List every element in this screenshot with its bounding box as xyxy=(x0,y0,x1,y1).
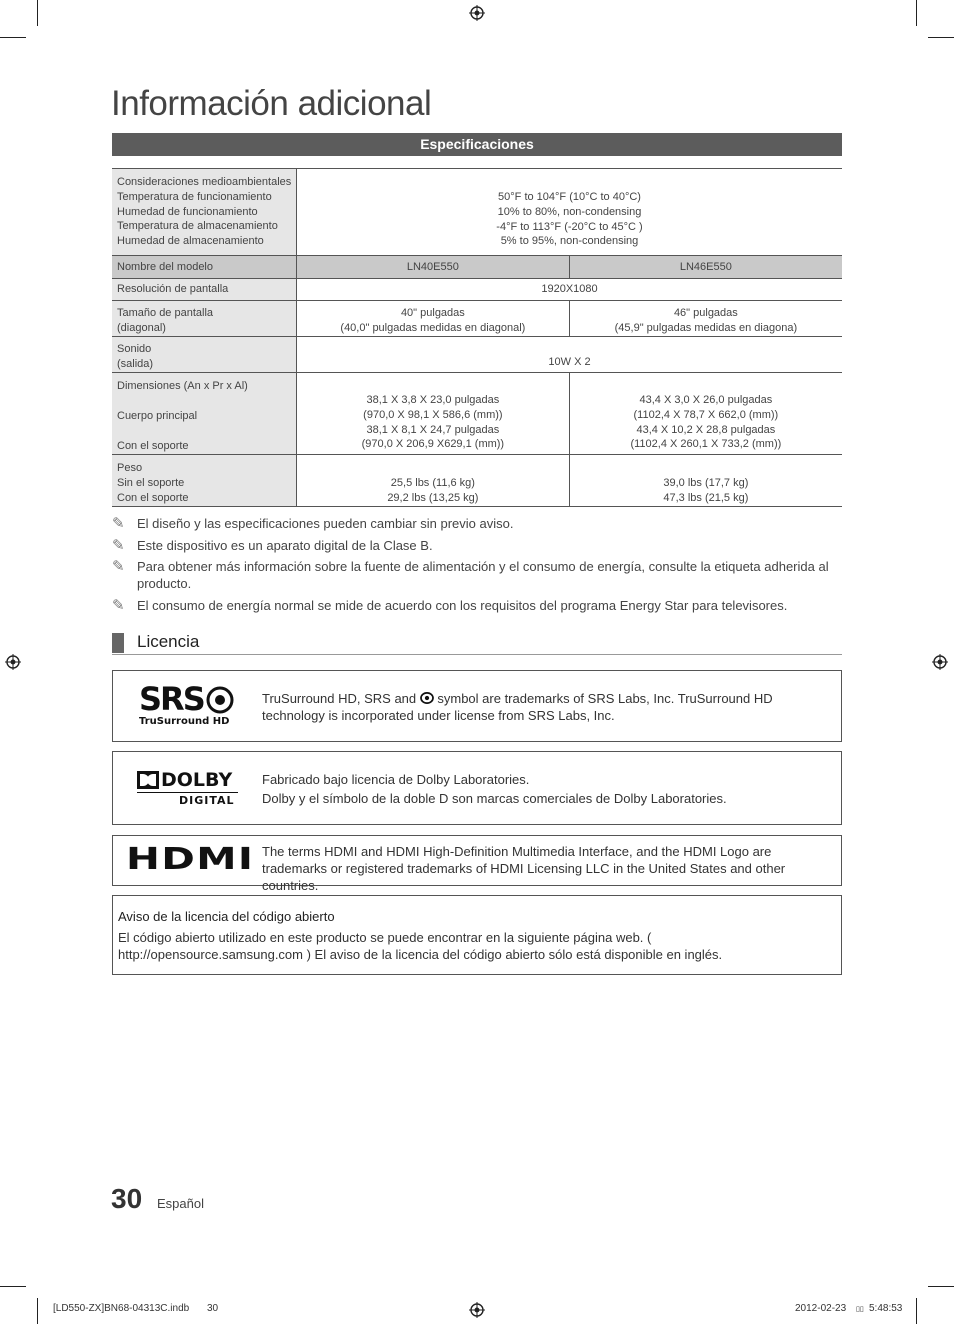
srs-symbol-icon xyxy=(420,692,434,704)
env-values-cell xyxy=(297,169,843,256)
screen-b-size: 46" pulgadas xyxy=(673,307,738,319)
page-number: 30 xyxy=(111,1183,143,1214)
crosshair-registration-icon xyxy=(469,5,485,21)
note-item xyxy=(112,537,842,554)
dimension-value: 43,4 X 3,0 X 26,0 pulgadas xyxy=(639,394,773,406)
screen-label: Tamaño de pantalla xyxy=(117,307,214,319)
license-heading-text: Licencia xyxy=(137,632,200,651)
sound-label: Sonido xyxy=(117,343,152,355)
dolby-line: Fabricado bajo licencia de Dolby Laboratories. xyxy=(262,772,530,787)
sound-label-sub: (salida) xyxy=(117,357,154,370)
crop-mark xyxy=(0,37,26,38)
dimension-value: (970,0 X 98,1 X 586,6 (mm)) xyxy=(363,408,503,421)
srs-logo-sub: TruSurround HD xyxy=(139,716,230,727)
note-text: Este dispositivo es un aparato digital de la Clase B. xyxy=(137,537,433,553)
weight-a-cell xyxy=(297,455,570,507)
crop-mark xyxy=(928,37,954,38)
dimension-value: (1102,4 X 78,7 X 662,0 (mm)) xyxy=(633,408,779,421)
resolution-label: Resolución de pantalla xyxy=(112,279,297,301)
crop-mark xyxy=(37,0,38,26)
hdmi-license-text: The terms HDMI and HDMI High-Definition Multimedia Interface, and the HDMI Logo are trademarks or registered trademarks of HDMI Licensing LLC in the United States and other countries. xyxy=(262,844,786,893)
env-labels-cell xyxy=(112,169,297,256)
env-label: Humedad de funcionamiento xyxy=(117,205,258,218)
hdmi-logo-text: HDMI xyxy=(126,842,255,877)
hdmi-license-box xyxy=(112,835,842,893)
dimension-value: 43,4 X 10,2 X 28,8 pulgadas xyxy=(636,423,776,436)
pencil-icon: ✎ xyxy=(112,596,125,614)
dimension-value: (1102,4 X 260,1 X 733,2 (mm)) xyxy=(630,438,782,451)
screen-a-cell xyxy=(297,301,570,337)
table-row xyxy=(112,256,842,279)
model-label: Nombre del modelo xyxy=(112,256,297,279)
open-source-notice-box xyxy=(112,895,842,975)
env-value: 5% to 95%, non-condensing xyxy=(500,235,639,248)
table-row xyxy=(112,169,842,256)
open-source-content xyxy=(118,908,833,963)
screen-label-cell xyxy=(112,301,297,337)
section-marker xyxy=(112,633,124,653)
weight-value: 25,5 lbs (11,6 kg) xyxy=(390,477,475,489)
srs-license-text xyxy=(262,690,839,724)
env-value: -4°F to 113°F (-20°C to 45°C ) xyxy=(496,220,643,233)
hdmi-logo xyxy=(126,842,255,877)
dolby-logo xyxy=(137,770,241,808)
pencil-icon: ✎ xyxy=(112,515,125,532)
sound-label-cell xyxy=(112,337,297,373)
note-text: El consumo de energía normal se mide de acuerdo con los requisitos del programa Energy Star para televisores. xyxy=(137,597,788,613)
model-a: LN40E550 xyxy=(297,256,570,279)
env-label: Consideraciones medioambientales xyxy=(117,176,292,188)
dimensions-body-label: Cuerpo principal xyxy=(117,409,198,422)
model-b: LN46E550 xyxy=(569,256,842,279)
srs-logo xyxy=(139,680,239,730)
dimensions-a-cell xyxy=(297,373,570,455)
resolution-value: 1920X1080 xyxy=(297,279,843,301)
license-heading xyxy=(112,632,842,655)
crop-mark xyxy=(916,0,917,26)
crop-mark xyxy=(37,1298,38,1324)
crop-mark xyxy=(916,1298,917,1324)
weight-value: 39,0 lbs (17,7 kg) xyxy=(663,477,749,489)
dimension-value: 38,1 X 3,8 X 23,0 pulgadas xyxy=(366,394,500,406)
screen-a-size: 40" pulgadas xyxy=(400,307,465,319)
weight-stand-label: Con el soporte xyxy=(117,491,189,504)
dolby-logo-sub: DIGITAL xyxy=(179,794,235,807)
dolby-logo-text: DOLBY xyxy=(161,769,233,791)
dimension-value: (970,0 X 206,9 X629,1 (mm)) xyxy=(361,438,505,451)
srs-logo-text: SRS xyxy=(139,680,204,718)
note-item xyxy=(112,515,842,532)
srs-text-part: symbol are trademarks of SRS Labs, Inc. TruSurround HD technology is incorporated under license from SRS Labs, Inc. xyxy=(262,691,773,723)
srs-license-box xyxy=(112,670,842,742)
notes-list xyxy=(112,515,842,618)
weight-label-cell xyxy=(112,455,297,507)
table-row xyxy=(112,373,842,455)
footer-page: 30 xyxy=(207,1303,219,1314)
note-item xyxy=(112,558,842,592)
crop-mark xyxy=(0,1286,26,1287)
note-text: El diseño y las especificaciones pueden cambiar sin previo aviso. xyxy=(137,516,514,531)
weight-label: Peso xyxy=(117,462,143,474)
dimensions-b-cell xyxy=(569,373,842,455)
env-label: Humedad de almacenamiento xyxy=(117,235,264,248)
note-text: Para obtener más información sobre la fuente de alimentación y el consumo de energía, consulte la etiqueta adherida al producto. xyxy=(137,559,829,591)
screen-a-diagonal: (40,0" pulgadas medidas en diagonal) xyxy=(340,321,526,334)
env-label: Temperatura de almacenamiento xyxy=(117,220,278,233)
open-source-title: Aviso de la licencia del código abierto xyxy=(118,909,335,924)
screen-label-sub: (diagonal) xyxy=(117,321,166,334)
env-value: 10% to 80%, non-condensing xyxy=(497,205,642,218)
screen-b-cell xyxy=(569,301,842,337)
specifications-header: Especificaciones xyxy=(112,133,842,156)
pencil-icon: ✎ xyxy=(112,558,125,575)
double-d-icon xyxy=(137,771,159,789)
dolby-line: Dolby y el símbolo de la doble D son marcas comerciales de Dolby Laboratories. xyxy=(262,791,727,806)
srs-text-part: TruSurround HD, SRS and xyxy=(262,691,420,706)
footer-file: [LD550-ZX]BN68-04313C.indb xyxy=(53,1303,190,1314)
pencil-icon: ✎ xyxy=(112,536,125,554)
weight-no-stand-label: Sin el soporte xyxy=(117,476,185,489)
srs-circle-icon xyxy=(206,686,234,714)
env-value: 50°F to 104°F (10°C to 40°C) xyxy=(498,191,641,203)
crosshair-registration-icon xyxy=(932,654,948,670)
sound-value: 10W X 2 xyxy=(297,337,843,373)
dimensions-label-cell xyxy=(112,373,297,455)
weight-value: 47,3 lbs (21,5 kg) xyxy=(663,491,749,504)
dimensions-stand-label: Con el soporte xyxy=(117,439,189,452)
dimensions-label: Dimensiones (An x Pr x Al) xyxy=(117,380,248,392)
page-title: Información adicional xyxy=(111,84,432,123)
page-language: Español xyxy=(157,1196,204,1211)
crosshair-registration-icon xyxy=(5,654,21,670)
weight-b-cell xyxy=(569,455,842,507)
screen-b-diagonal: (45,9" pulgadas medidas en diagona) xyxy=(614,321,798,334)
footer-time: 5:48:53 xyxy=(869,1303,903,1314)
footer-date: 2012-02-23 xyxy=(795,1303,847,1314)
dolby-license-box xyxy=(112,751,842,825)
dolby-license-text xyxy=(262,770,839,808)
env-label: Temperatura de funcionamiento xyxy=(117,190,272,203)
open-source-text: El código abierto utilizado en este producto se puede encontrar en la siguiente página web. ( http://opensource.samsung.com ) El aviso de la licencia del código abierto sólo está disponible en inglés. xyxy=(118,930,723,962)
table-row xyxy=(112,455,842,507)
weight-value: 29,2 lbs (13,25 kg) xyxy=(387,491,479,504)
note-item xyxy=(112,597,842,614)
footer-time-glyph: ▯▯ xyxy=(856,1306,864,1313)
crop-mark xyxy=(928,1286,954,1287)
dimension-value: 38,1 X 8,1 X 24,7 pulgadas xyxy=(366,423,500,436)
table-row xyxy=(112,337,842,373)
table-row xyxy=(112,301,842,337)
crosshair-registration-icon xyxy=(469,1302,485,1318)
table-row xyxy=(112,279,842,301)
specifications-table xyxy=(112,168,842,507)
